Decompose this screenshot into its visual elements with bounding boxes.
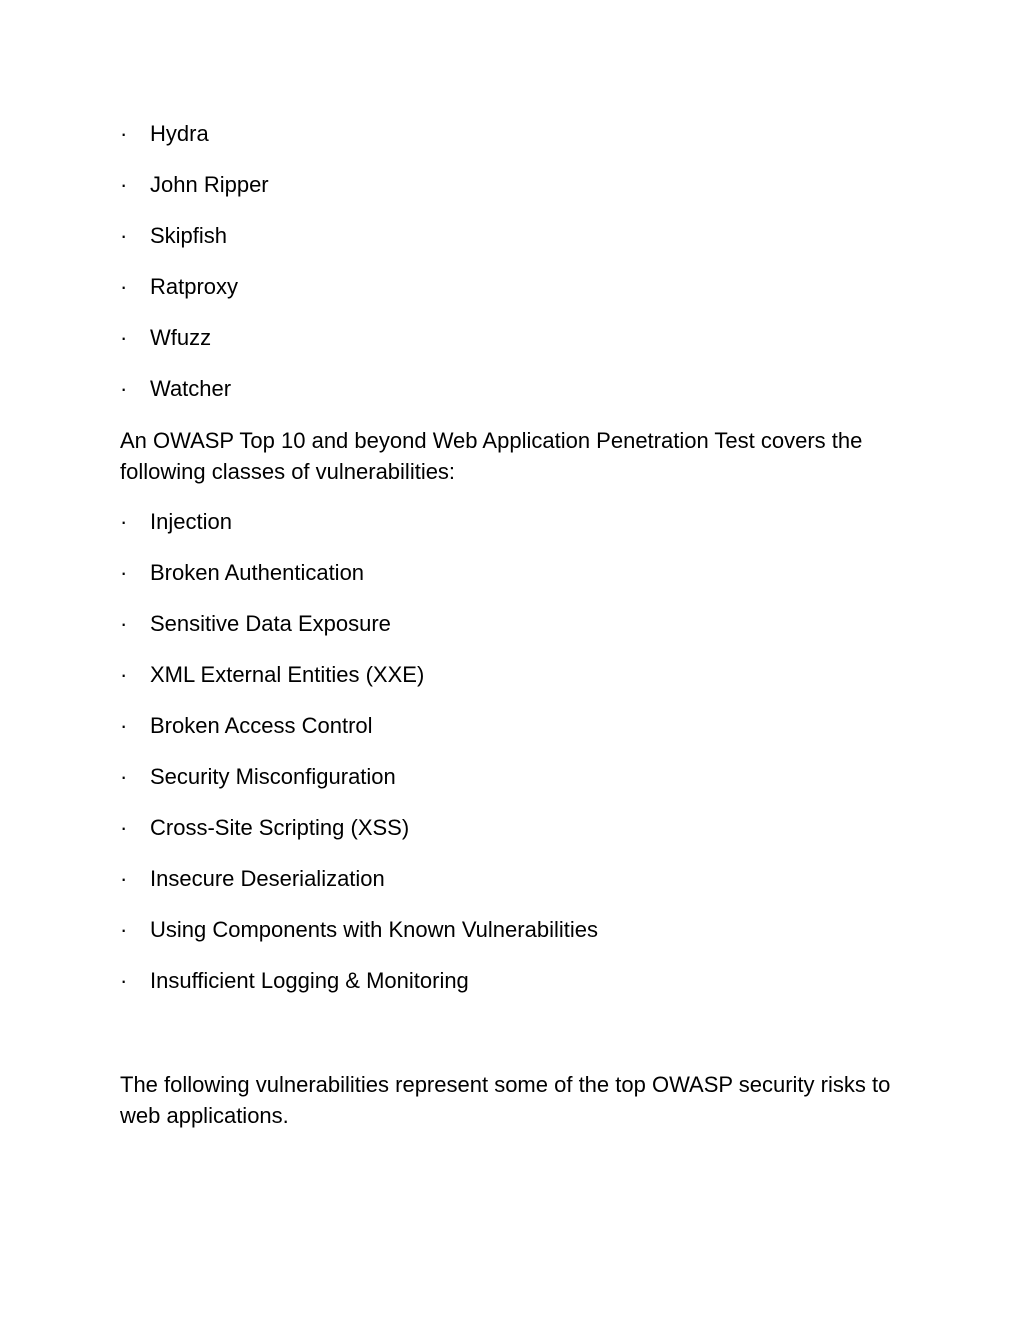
- intro-paragraph: An OWASP Top 10 and beyond Web Application Penetration Test covers the following classes of vulnerabilities:: [120, 428, 863, 484]
- bullet-icon: ·: [120, 611, 128, 636]
- vulnerability-name: Security Misconfiguration: [150, 764, 396, 789]
- vulnerability-name: Cross-Site Scripting (XSS): [150, 815, 410, 840]
- vulnerability-name: Insufficient Logging & Monitoring: [150, 968, 469, 993]
- bullet-icon: ·: [120, 325, 128, 350]
- vulnerability-name: XML External Entities (XXE): [150, 662, 425, 687]
- tool-name: Hydra: [150, 121, 209, 146]
- vulnerability-name: Broken Authentication: [150, 560, 365, 585]
- bullet-icon: ·: [120, 815, 128, 840]
- bullet-icon: ·: [120, 764, 128, 789]
- tool-name: Watcher: [150, 376, 232, 401]
- vulnerability-name: Broken Access Control: [150, 713, 373, 738]
- bullet-icon: ·: [120, 274, 128, 299]
- vulnerability-name: Using Components with Known Vulnerabilities: [150, 917, 598, 942]
- bullet-icon: ·: [120, 713, 128, 738]
- vulnerability-name: Sensitive Data Exposure: [150, 611, 391, 636]
- bullet-icon: ·: [120, 376, 128, 401]
- bullet-icon: ·: [120, 560, 128, 585]
- bullet-icon: ·: [120, 509, 128, 534]
- vulnerability-name: Insecure Deserialization: [150, 866, 385, 891]
- bullet-icon: ·: [120, 223, 128, 248]
- closing-paragraph: The following vulnerabilities represent some of the top OWASP security risks to web applications.: [120, 1072, 891, 1128]
- tool-name: Skipfish: [150, 223, 228, 248]
- bullet-icon: ·: [120, 172, 128, 197]
- bullet-icon: ·: [120, 662, 128, 687]
- vulnerability-name: Injection: [150, 509, 232, 534]
- bullet-icon: ·: [120, 917, 128, 942]
- bullet-icon: ·: [120, 866, 128, 891]
- tool-name: Ratproxy: [150, 274, 239, 299]
- bullet-icon: ·: [120, 121, 128, 146]
- tool-name: Wfuzz: [150, 325, 212, 350]
- bullet-icon: ·: [120, 968, 128, 993]
- tool-name: John Ripper: [150, 172, 269, 197]
